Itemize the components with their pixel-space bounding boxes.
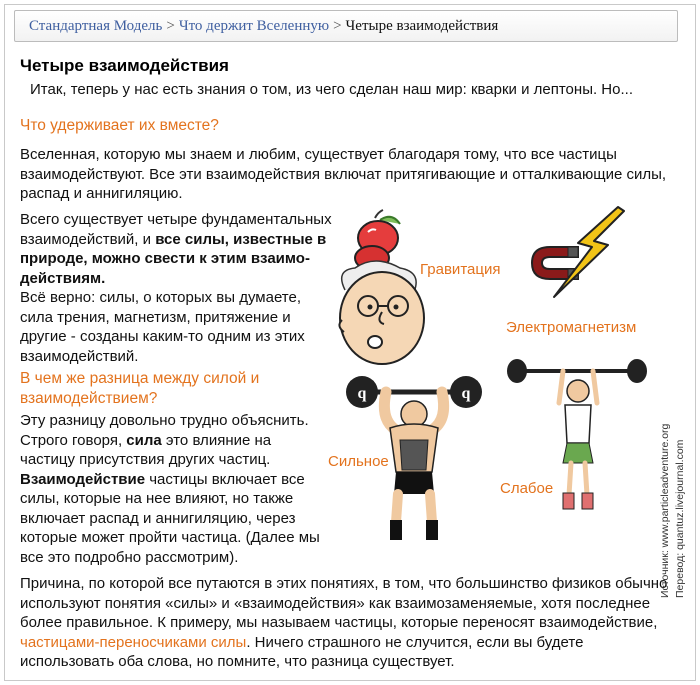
paragraph-4-text-b: это влияние на частицу присутствия других частиц. [20,431,272,468]
paragraph-1: Вселенная, которую мы знаем и любим, существует благодаря тому, что все частицы взаимодействуют. Все эти взаимодействия включат притягивающие и отталкивающие силы, распад и аннигиляцию. [20,146,667,202]
paragraph-2-text: Всего существует четыре фундаментальных взаимодействий, и [20,211,332,248]
breadcrumb-separator: > [333,17,342,34]
paragraph-4-text-a: Эту разницу довольно трудно объяснить. Строго говоря, [20,412,309,449]
breadcrumb-link-what-holds[interactable]: Что держит Вселенную [178,17,330,34]
breadcrumb-current: Четыре взаимодействия [345,17,499,34]
term-force: сила [126,431,162,449]
term-interaction: Взаимодействие [20,470,146,488]
paragraph-2 [20,210,365,288]
paragraph-3: Всё верно: силы, о которых вы думаете, сила трения, магнетизм, притяжение и другие - созданы каким-то одним из этих взаимодействий. [20,289,305,365]
force-carrier-link[interactable]: частицами-переносчиками силы [20,633,247,651]
strongman-icon [346,376,482,540]
paragraph-5 [20,574,670,672]
paragraph-5-text-b: . Ничего страшного не случится, если вы будете использовать оба слова, но помните, что разница существует. [20,633,584,670]
electromagnetism-illustration [520,205,630,310]
paragraph-2-bold: все силы, известные в природе, можно свести к этим взаимо-действиям. [20,230,327,287]
gravity-illustration [330,210,430,370]
breadcrumb-separator: > [166,17,175,34]
paragraph-5-text-a: Причина, по которой все путаются в этих понятиях, в том, что большинство физиков обычно используют понятия «силы» и «взаимодействия» как взаимозаменяемые, хотя последнее более правильное. К примеру, мы называем частицы, которые переносят взаимодействие, [20,575,668,631]
label-gravity: Гравитация [420,261,501,278]
paragraph-4-text-c: частицы включает все силы, которые на нее влияют, но также включает распад и аннигиляцию, через которые может пройти частица. (Далее мы все это подробно рассмотрим). [20,470,320,566]
breadcrumb-link-standard-model[interactable]: Стандартная Модель [29,17,163,34]
page-title: Четыре взаимодействия [20,56,229,75]
credits [655,278,695,608]
barbell-glyph-left: q [357,385,367,402]
label-electromagnetism: Электромагнетизм [506,319,637,336]
strong-illustration [340,370,490,545]
question-heading-2: В чем же разница между силой и взаимодействием? [20,370,260,407]
breadcrumb [14,10,678,42]
credit-translation: Перевод: quantuz.livejournal.com [674,439,686,598]
paragraph-4 [20,411,330,567]
question-heading-1: Что удерживает их вместе? [20,117,219,134]
weak-illustration [505,355,650,525]
scientist-face-icon [339,261,424,364]
skinny-lifter-icon [507,359,647,509]
credit-source: Источник: www.particleadventure.org [659,423,671,598]
label-strong: Сильное [328,453,389,470]
intro-text: Итак, теперь у нас есть знания о том, из чего сделан наш мир: кварки и лептоны. Но... [30,81,633,98]
barbell-glyph-right: q [461,385,471,402]
label-weak: Слабое [500,480,554,497]
